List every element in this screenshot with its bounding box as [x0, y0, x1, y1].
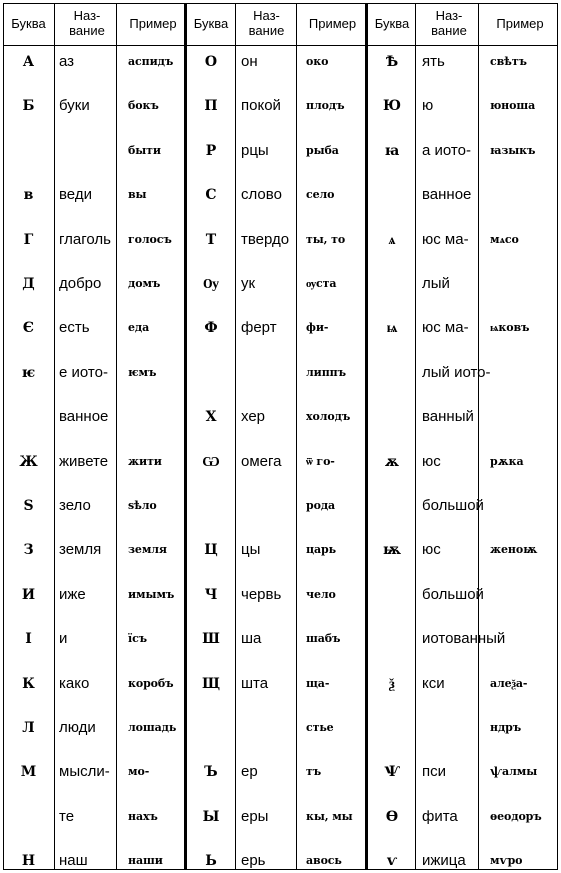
- letter-cell: Х: [205, 409, 217, 425]
- name-cell: юс ма-: [422, 231, 469, 248]
- name-cell: кси: [422, 675, 445, 692]
- letter-cell: ѵ: [386, 853, 398, 869]
- letter-cell: ꙗ: [384, 143, 400, 159]
- letter-cell: Л: [22, 720, 35, 736]
- example-cell: царь: [306, 543, 337, 556]
- name-cell: е иото-: [59, 364, 108, 381]
- column-divider: [235, 3, 236, 870]
- header-letter: Буква: [374, 16, 410, 31]
- letter-cell: Ч: [204, 587, 218, 603]
- name-cell: червь: [241, 586, 282, 603]
- header-example: Пример: [496, 16, 544, 31]
- letter-cell: И: [21, 587, 36, 603]
- header-letter: Буква: [193, 16, 229, 31]
- letter-cell: С: [205, 187, 217, 203]
- example-cell: алеѯа-: [490, 677, 528, 690]
- example-cell: нахъ: [128, 810, 158, 823]
- example-cell: кы, мы: [306, 810, 353, 823]
- example-cell: коробъ: [128, 677, 174, 690]
- letter-cell: ѫ: [384, 454, 400, 470]
- name-cell: шта: [241, 675, 269, 692]
- example-cell: ѕѣло: [128, 499, 157, 512]
- letter-cell: в: [23, 187, 34, 203]
- example-cell: холодъ: [306, 410, 351, 423]
- letter-cell: Б: [22, 98, 35, 114]
- letter-cell: Н: [21, 853, 36, 869]
- name-cell: те: [59, 808, 75, 825]
- header-letter: Буква: [11, 16, 46, 31]
- example-cell: юноша: [490, 99, 536, 112]
- example-cell: ꙗзыкъ: [490, 144, 536, 157]
- example-cell: домъ: [128, 277, 161, 290]
- example-cell: стье: [306, 721, 334, 734]
- column-divider: [415, 3, 416, 870]
- name-cell: ю: [422, 97, 434, 114]
- column-divider: [116, 3, 117, 870]
- name-cell: иотованный: [422, 630, 506, 647]
- letter-cell: І: [25, 631, 32, 647]
- name-cell: аз: [59, 53, 75, 70]
- example-cell: быти: [128, 144, 161, 157]
- name-cell: ижица: [422, 852, 466, 869]
- name-cell: цы: [241, 541, 261, 558]
- name-cell: како: [59, 675, 90, 692]
- column-divider: [296, 3, 297, 870]
- name-cell: веди: [59, 186, 92, 203]
- example-cell: око: [306, 55, 329, 68]
- letter-cell: Ь: [205, 853, 217, 869]
- example-cell: рыба: [306, 144, 339, 157]
- letter-cell: М: [20, 764, 37, 780]
- example-cell: жити: [128, 455, 162, 468]
- example-cell: лошадь: [128, 721, 177, 734]
- letter-cell: Ю: [382, 98, 402, 114]
- example-cell: фи-: [306, 321, 329, 334]
- example-cell: свѣтъ: [490, 55, 527, 68]
- name-cell: большой: [422, 497, 484, 514]
- name-cell: ванное: [422, 186, 472, 203]
- name-cell: глаголь: [59, 231, 111, 248]
- letter-cell: Г: [23, 232, 34, 248]
- letter-cell: П: [204, 98, 218, 114]
- name-cell: а иото-: [422, 142, 471, 159]
- name-cell: и: [59, 630, 68, 647]
- header-name-line1: Наз-: [73, 8, 101, 23]
- name-cell: он: [241, 53, 258, 70]
- name-cell: мысли-: [59, 763, 110, 780]
- example-cell: рѫка: [490, 455, 524, 468]
- name-cell: покой: [241, 97, 281, 114]
- name-cell: твердо: [241, 231, 290, 248]
- letter-cell: Т: [205, 232, 217, 248]
- name-cell: омега: [241, 453, 282, 470]
- name-cell: большой: [422, 586, 484, 603]
- name-cell: пси: [422, 763, 447, 780]
- name-cell: иже: [59, 586, 86, 603]
- name-cell: наш: [59, 852, 88, 869]
- letter-cell: Ъ: [204, 764, 218, 780]
- example-cell: авось: [306, 854, 342, 867]
- example-cell: плодъ: [306, 99, 345, 112]
- alphabet-table: [3, 3, 558, 870]
- letter-cell: ѥ: [21, 365, 36, 381]
- example-cell: наши: [128, 854, 163, 867]
- name-cell: зело: [59, 497, 91, 514]
- header-name-line2: вание: [248, 23, 285, 38]
- letter-cell: Ц: [204, 542, 218, 558]
- name-cell: люди: [59, 719, 96, 736]
- letter-cell: Ѕ: [23, 498, 34, 514]
- column-divider: [365, 3, 368, 870]
- letter-cell: З: [23, 542, 34, 558]
- name-cell: ять: [422, 53, 445, 70]
- letter-cell: А: [22, 54, 35, 70]
- name-cell: слово: [241, 186, 282, 203]
- name-cell: земля: [59, 541, 102, 558]
- letter-cell: О: [204, 54, 218, 70]
- example-cell: ты, то: [306, 233, 346, 246]
- letter-cell: Ѳ: [385, 809, 399, 825]
- letter-cell: ѯ: [389, 676, 395, 692]
- column-divider: [54, 3, 55, 870]
- example-cell: мѧсо: [490, 233, 519, 246]
- letter-cell: Є: [22, 320, 35, 336]
- example-cell: їсъ: [128, 632, 148, 645]
- letter-cell: ѭ: [382, 542, 402, 558]
- example-cell: земля: [128, 543, 167, 556]
- column-divider: [478, 3, 479, 870]
- name-cell: юс ма-: [422, 319, 469, 336]
- example-cell: ѹста: [306, 277, 337, 290]
- example-cell: голосъ: [128, 233, 172, 246]
- letter-cell: Ѣ: [385, 54, 399, 70]
- table-border: [3, 3, 558, 870]
- example-cell: ѩковъ: [490, 321, 530, 334]
- name-cell: рцы: [241, 142, 269, 159]
- example-cell: еда: [128, 321, 150, 334]
- name-cell: еры: [241, 808, 269, 825]
- header-divider: [3, 45, 558, 46]
- letter-cell: Щ: [201, 676, 221, 692]
- name-cell: ванное: [59, 408, 109, 425]
- header-example: Пример: [308, 16, 357, 31]
- name-cell: ванный: [422, 408, 474, 425]
- name-cell: живете: [59, 453, 109, 470]
- example-cell: мѵро: [490, 854, 523, 867]
- example-cell: рода: [306, 499, 336, 512]
- header-name-line1: Наз-: [253, 8, 280, 23]
- letter-cell: Ш: [202, 631, 220, 647]
- example-cell: ѿ го-: [306, 455, 335, 468]
- letter-cell: Ѱ: [384, 764, 400, 780]
- header-example: Пример: [129, 16, 177, 31]
- name-cell: ферт: [241, 319, 277, 336]
- letter-cell: Ж: [19, 454, 38, 470]
- name-cell: лый иото-: [422, 364, 491, 381]
- example-cell: ндръ: [490, 721, 522, 734]
- name-cell: юс: [422, 541, 441, 558]
- header-name-line2: вание: [69, 23, 105, 38]
- column-divider: [184, 3, 187, 870]
- example-cell: бокъ: [128, 99, 159, 112]
- letter-cell: Ф: [204, 320, 218, 336]
- letter-cell: Ы: [202, 809, 220, 825]
- name-cell: добро: [59, 275, 102, 292]
- name-cell: есть: [59, 319, 90, 336]
- name-cell: ер: [241, 763, 258, 780]
- header-name-line2: вание: [431, 23, 467, 38]
- example-cell: тъ: [306, 765, 322, 778]
- example-cell: мо-: [128, 765, 150, 778]
- example-cell: женоѭ: [490, 543, 538, 556]
- example-cell: шабъ: [306, 632, 341, 645]
- letter-cell: Ѡ: [202, 454, 220, 470]
- example-cell: имымъ: [128, 588, 175, 601]
- letter-cell: Р: [205, 143, 217, 159]
- example-cell: чело: [306, 588, 336, 601]
- name-cell: ук: [241, 275, 256, 292]
- example-cell: ѱалмы: [490, 765, 538, 778]
- example-cell: вы: [128, 188, 147, 201]
- example-cell: аспидъ: [128, 55, 174, 68]
- name-cell: фита: [422, 808, 458, 825]
- name-cell: юс: [422, 453, 441, 470]
- letter-cell: Д: [22, 276, 35, 292]
- header-name-line1: Наз-: [435, 8, 463, 23]
- letter-cell: К: [22, 676, 35, 692]
- name-cell: лый: [422, 275, 450, 292]
- example-cell: ща-: [306, 677, 330, 690]
- example-cell: село: [306, 188, 335, 201]
- name-cell: хер: [241, 408, 266, 425]
- name-cell: ерь: [241, 852, 266, 869]
- letter-cell: ѧ: [388, 232, 396, 248]
- name-cell: ша: [241, 630, 262, 647]
- letter-cell: Ѹ: [203, 276, 219, 292]
- example-cell: липпъ: [306, 366, 346, 379]
- letter-cell: ѩ: [386, 320, 398, 336]
- example-cell: ѳеодоръ: [490, 810, 542, 823]
- name-cell: буки: [59, 97, 90, 114]
- example-cell: ѥмъ: [128, 366, 157, 379]
